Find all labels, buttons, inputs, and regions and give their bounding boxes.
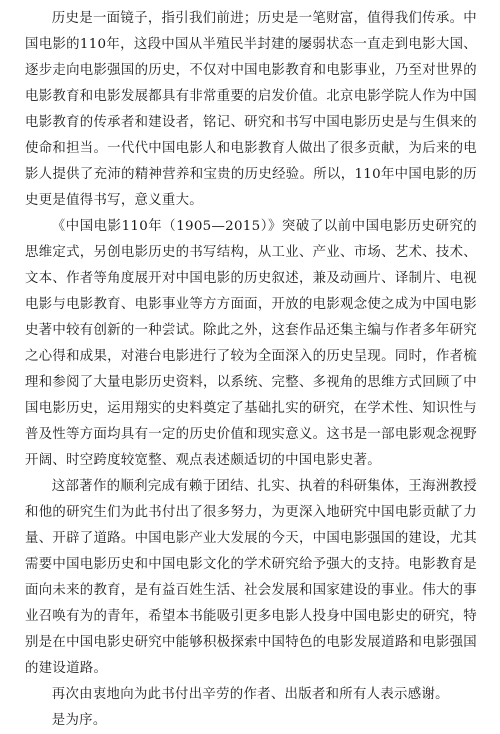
preface-text-block (25, 6, 477, 734)
paragraph-acknowledgement: 这部著作的顺利完成有赖于团结、扎实、执着的科研集体，王海洲教授和他的研究生们为此书付出了很多努力，为更深入地研究中国电影贡献了力量、开辟了道路。中国电影产业大发展的今天，中国电影强国的建设，尤其需要中国电影历史和中国电影文化的学术研究给予强大的支持。电影教育是面向未来的教育，是有益百姓生活、社会发展和国家建设的事业。伟大的事业召唤有为的青年，希望本书能吸引更多电影人投身中国电影史的研究，特别是在中国电影史研究中能够积极探索中国特色的电影发展道路和电影强国的建设道路。 (25, 479, 477, 676)
paragraph-intro: 历史是一面镜子，指引我们前进；历史是一笔财富，值得我们传承。中国电影的110年，这段中国从半殖民半封建的屡弱状态一直走到电影大国、逐步走向电影强国的历史，不仅对中国电影教育和电影事业，乃至对世界的电影教育和电影发展都具有非常重要的启发价值。北京电影学院人作为中国电影教育的传承者和建设者，铭记、研究和书写中国电影历史是与生俱来的使命和担当。一代代中国电影人和电影教育人做出了很多贡献，为后来的电影人提供了充沛的精神营养和宝贵的历史经验。所以，110年中国电影的历史更是值得书写，意义重大。 (25, 11, 477, 208)
paragraph-book-review: 《中国电影110年（1905—2015）》突破了以前中国电影历史研究的思维定式，另创电影历史的书写结构，从工业、产业、市场、艺术、技术、文本、作者等角度展开对中国电影的历史叙述，兼及动画片、译制片、电视电影与电影教育、电影事业等方方面面，开放的电影观念使之成为中国电影史著中较有创新的一种尝试。除此之外，这套作品还集主编与作者多年研究之心得和成果，对港台电影进行了较为全面深入的历史呈现。同时，作者梳理和参阅了大量电影历史资料，以系统、完整、多视角的思维方式回顾了中国电影历史，运用翔实的史料奠定了基础扎实的研究，在学术性、知识性与普及性等方面均具有一定的历史价值和现实意义。这书是一部电影观念视野开阔、时空跨度较宽整、观点表述颇适切的中国电影史著。 (25, 219, 477, 468)
paragraph-thanks: 再次由衷地向为此书付出辛劳的作者、出版者和所有人表示感谢。 (51, 687, 449, 702)
paragraph-closing: 是为序。 (51, 713, 107, 728)
